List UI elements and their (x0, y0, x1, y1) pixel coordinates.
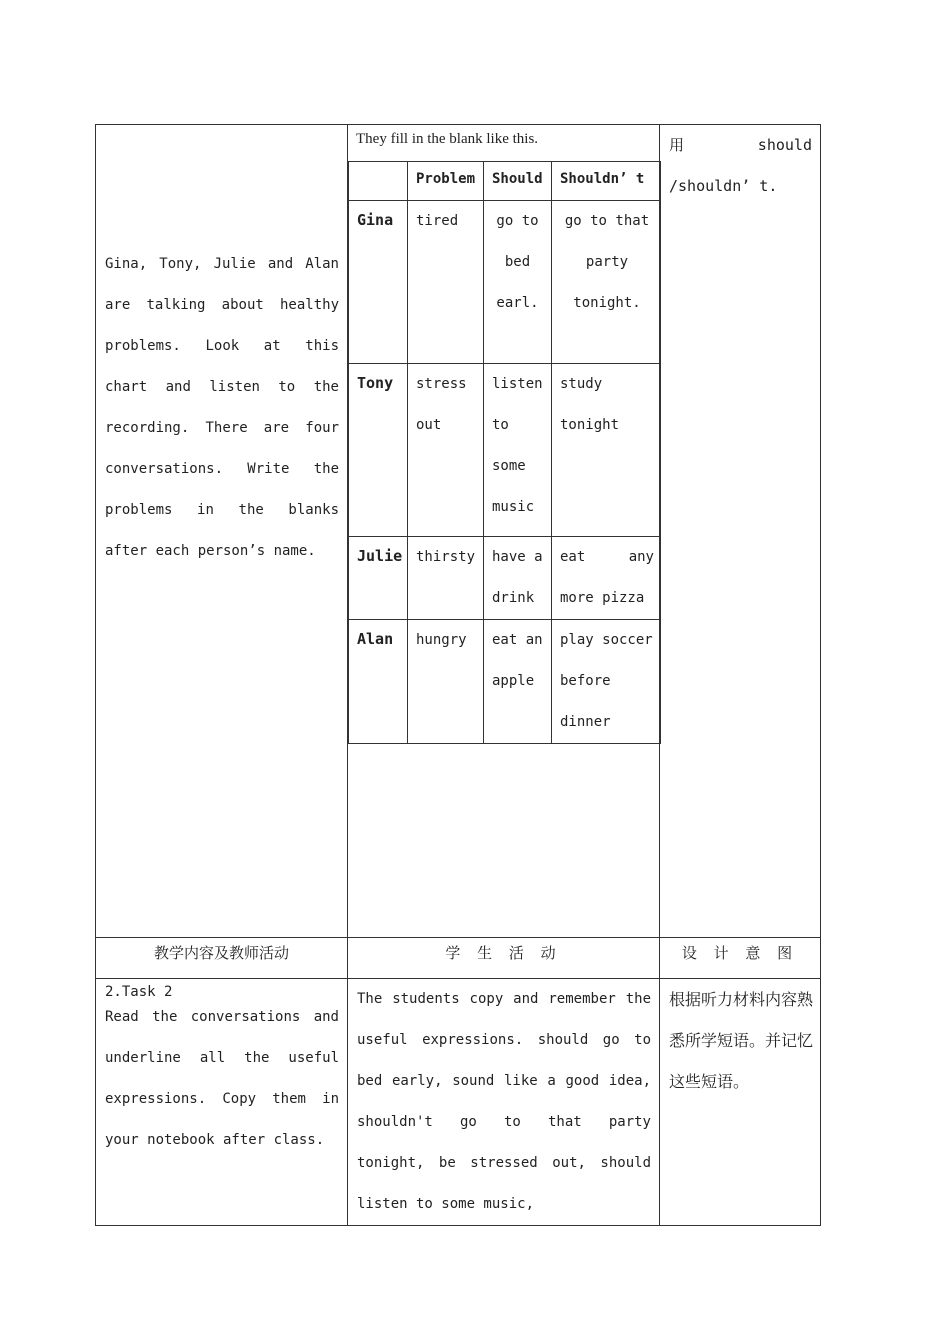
header-student-activity (348, 938, 660, 979)
student-activity-cell (348, 125, 660, 938)
header-design-label: 设 计 意 图 (681, 944, 799, 962)
chart-header-blank (349, 162, 408, 201)
header-teacher-label: 教学内容及教师活动 (153, 944, 289, 962)
row-name: Tony (349, 364, 408, 537)
activity-row-1 (96, 125, 821, 938)
header-teacher-activity (96, 938, 348, 979)
row-shouldnt: play soccer before dinner (552, 620, 661, 744)
task2-design-text: 根据听力材料内容熟悉所学短语。并记忆这些短语。 (669, 990, 814, 1091)
task2-instructions: Read the conversations and underline all the useful expressions. Copy them in your notebook after class. (105, 1009, 339, 1148)
task2-teacher-cell (96, 979, 348, 1226)
task2-title: 2.Task 2 (105, 984, 173, 1000)
row-shouldnt: study tonight (552, 364, 661, 537)
chart-row-tony (349, 364, 661, 537)
row-name: Gina (349, 201, 408, 364)
lesson-plan-table (95, 124, 821, 1226)
design-intent-cell (660, 125, 821, 938)
row-should: have a drink (484, 537, 552, 620)
chart-header-shouldnt: Shouldn’ t (552, 162, 661, 201)
row-shouldnt: eat any more pizza (552, 537, 661, 620)
teacher-activity-cell (96, 125, 348, 938)
row-should: eat an apple (484, 620, 552, 744)
row-should: go to bed earl. (484, 201, 552, 364)
column-header-row (96, 938, 821, 979)
chart-header-row (349, 162, 661, 201)
activity-row-2 (96, 979, 821, 1226)
task2-design-cell (660, 979, 821, 1226)
chart-row-gina (349, 201, 661, 364)
task2-student-cell (348, 979, 660, 1226)
row-problem: stress out (408, 364, 484, 537)
header-design-intent (660, 938, 821, 979)
task-instructions-text: Gina, Tony, Julie and Alan are talking about healthy problems. Look at this chart and listen to the recording. There are four conversations. Write the problems in the blanks after each person’s name. (105, 256, 339, 559)
health-problems-chart (348, 161, 661, 744)
chart-row-julie (349, 537, 661, 620)
chart-header-should: Should (484, 162, 552, 201)
fill-in-heading: They fill in the blank like this. (356, 131, 539, 147)
row-problem: tired (408, 201, 484, 364)
should-note-text: 用 should /shouldn’ t. (669, 136, 812, 195)
row-shouldnt: go to that party tonight. (552, 201, 661, 364)
header-student-label: 学 生 活 动 (445, 944, 562, 962)
chart-header-problem: Problem (408, 162, 484, 201)
row-name: Julie (349, 537, 408, 620)
row-problem: thirsty (408, 537, 484, 620)
task2-student-text: The students copy and remember the useful expressions. should go to bed early, sound like a good idea, shouldn't go to that party tonight, be stressed out, should listen to some music, (357, 991, 651, 1212)
row-name: Alan (349, 620, 408, 744)
row-should: listen to some music (484, 364, 552, 537)
row-problem: hungry (408, 620, 484, 744)
chart-row-alan (349, 620, 661, 744)
